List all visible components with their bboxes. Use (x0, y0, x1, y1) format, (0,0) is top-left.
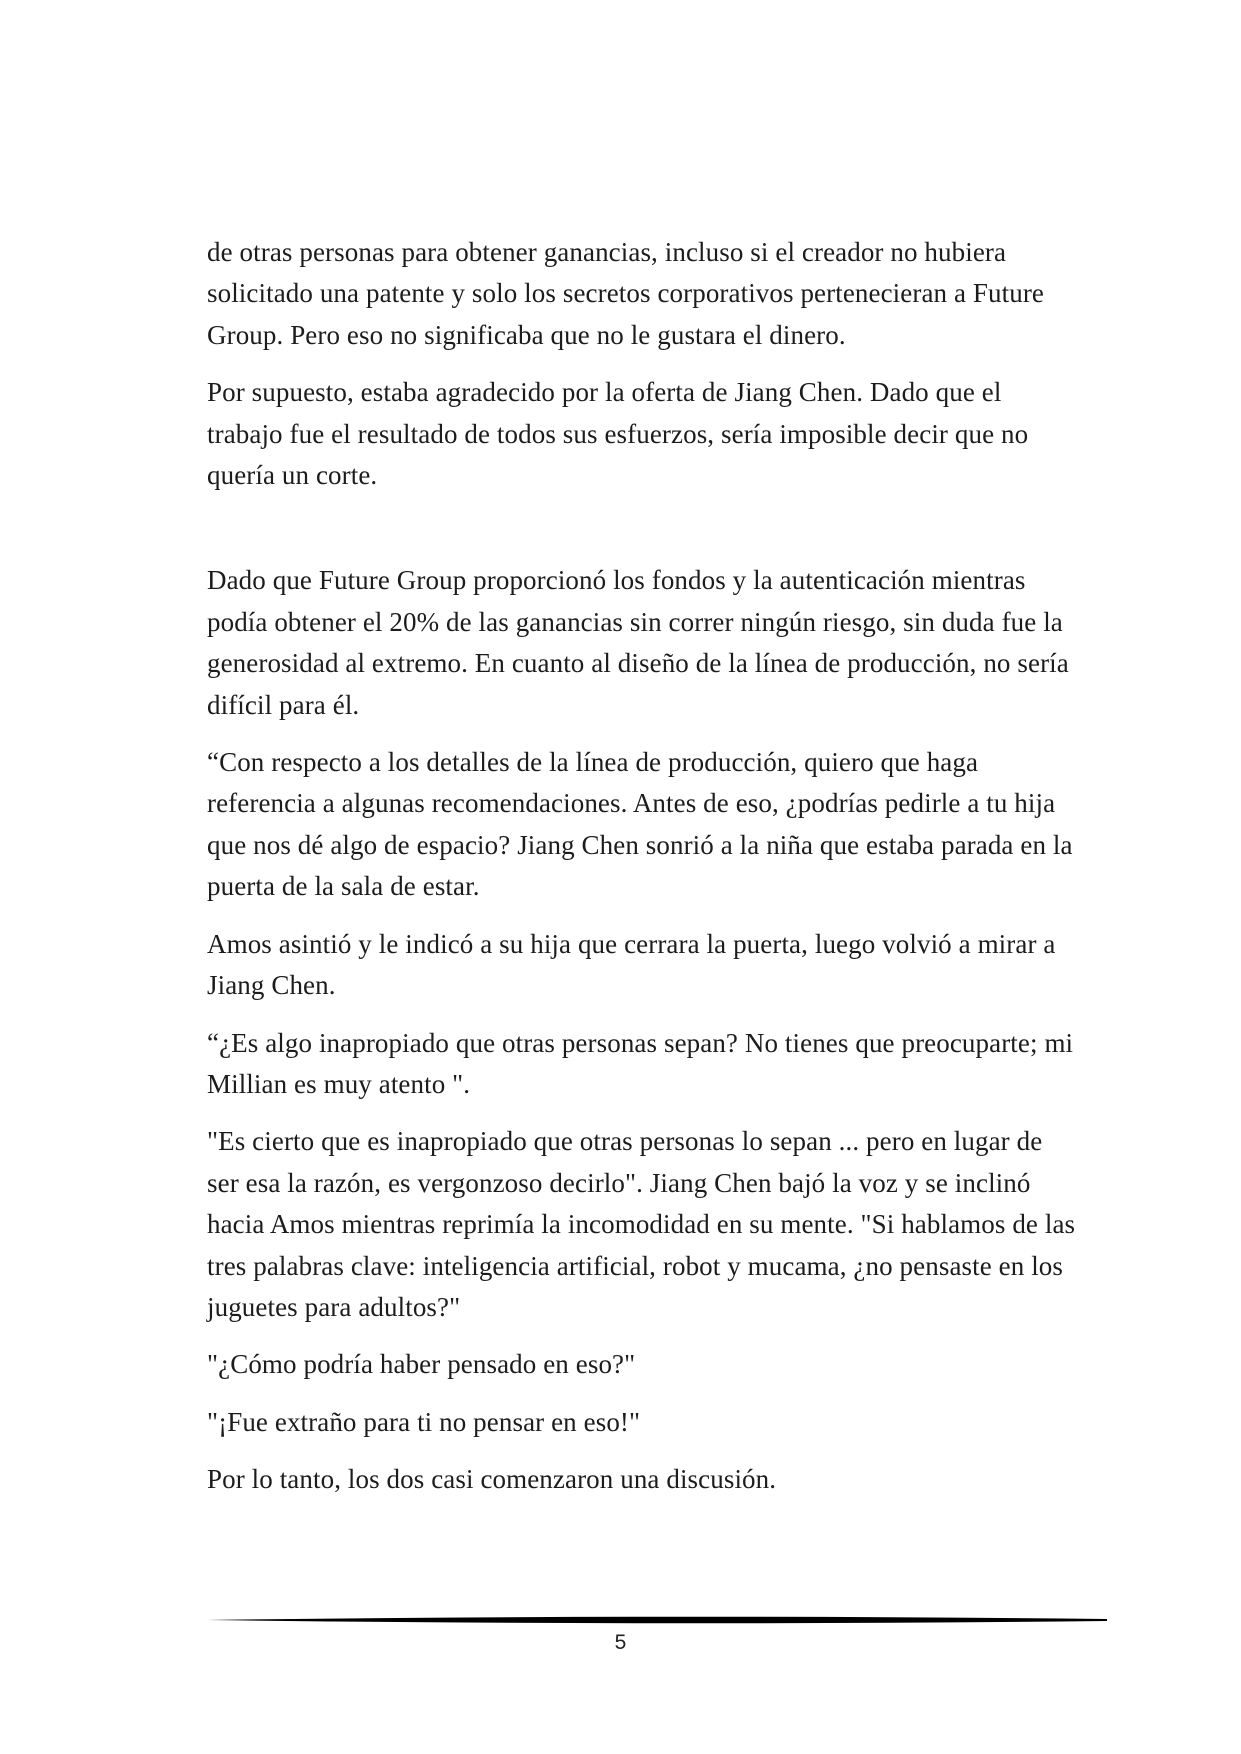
footer-rule (207, 1612, 1107, 1628)
paragraph-7: "Es cierto que es inapropiado que otras personas lo sepan ... pero en lugar de ser esa la razón, es vergonzoso decirlo". Jiang Chen bajó la voz y se inclinó hacia Amos mientras reprimía la incomodidad en su mente. "Si hablamos de las tres palabras clave: inteligencia artificial, robot y mucama, ¿no pensaste en los juguetes para adultos?" (207, 1126, 1076, 1322)
paragraph-4: “Con respecto a los detalles de la línea de producción, quiero que haga referencia a algunas recomendaciones. Antes de eso, ¿podrías pedirle a tu hija que nos dé algo de espacio? Jiang Chen sonrió a la niña que estaba parada en la puerta de la sala de estar. (207, 747, 1073, 902)
page-number: 5 (614, 1631, 627, 1654)
paragraph-1: de otras personas para obtener ganancias, incluso si el creador no hubiera solicitado una patente y solo los secretos corporativos pertenecieran a Future Group. Pero eso no significaba que no le gustara el dinero. (207, 237, 1045, 350)
body-text (207, 232, 1077, 1517)
paragraph-2: Por supuesto, estaba agradecido por la oferta de Jiang Chen. Dado que el trabajo fue el resultado de todos sus esfuerzos, sería imposible decir que no quería un corte. (207, 377, 1029, 491)
paragraph-10: Por lo tanto, los dos casi comenzaron una discusión. (207, 1464, 777, 1495)
paragraph-8: "¿Cómo podría haber pensado en eso?" (207, 1349, 636, 1380)
paragraph-6: “¿Es algo inapropiado que otras personas sepan? No tienes que preocuparte; mi Millian es muy atento ". (207, 1027, 1074, 1099)
paragraph-9: "¡Fue extraño para ti no pensar en eso!" (207, 1406, 641, 1437)
paragraph-5: Amos asintió y le indicó a su hija que cerrara la puerta, luego volvió a mirar a Jiang Chen. (207, 928, 1056, 1001)
paragraph-3: Dado que Future Group proporcionó los fondos y la autenticación mientras podía obtener el 20% de las ganancias sin correr ningún riesgo, sin duda fue la generosidad al extremo. En cuanto al diseño de la línea de producción, no sería difícil para él. (207, 565, 1069, 720)
